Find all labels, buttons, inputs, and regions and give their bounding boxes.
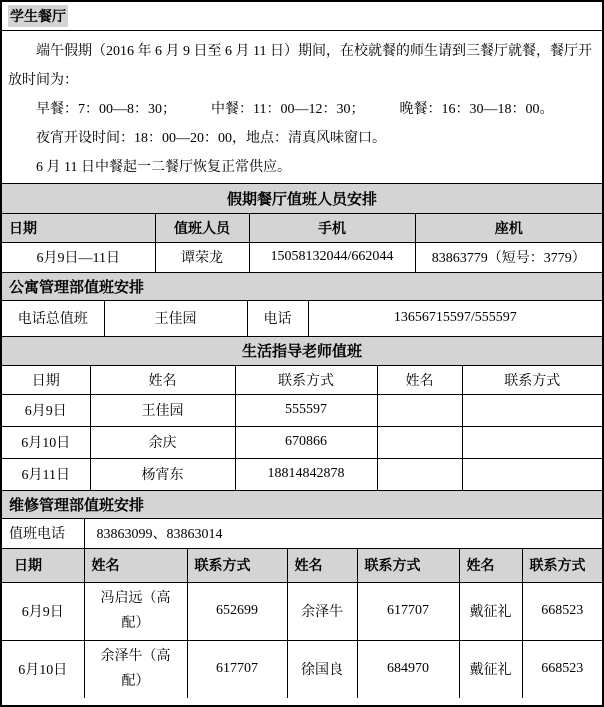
contact-cell-2 — [462, 458, 602, 490]
col-header-name-2: 姓名 — [377, 365, 462, 394]
date-cell: 6月11日 — [2, 458, 90, 490]
col-header-mobile: 手机 — [249, 213, 415, 242]
apartment-duty-table — [2, 273, 602, 336]
phone-duty-label: 电话总值班 — [2, 300, 104, 336]
contact-cell-3: 668523 — [522, 582, 602, 640]
intro-line-1: 端午假期（2016 年 6 月 9 日至 6 月 11 日）期间，在校就餐的师生请到三餐厅就餐，餐厅开 — [36, 44, 592, 59]
duty-mobile-cell: 15058132044/662044 — [249, 242, 415, 272]
duty-person-cell: 谭荣龙 — [155, 242, 249, 272]
contact-cell-2 — [462, 426, 602, 458]
col-header-date: 日期 — [2, 213, 155, 242]
name-cell-2 — [377, 426, 462, 458]
col-header-name: 姓名 — [84, 548, 187, 582]
table-row — [2, 458, 602, 490]
table-row — [2, 300, 602, 336]
intro-line-4: 夜宵开设时间：18：00—20：00，地点：清真风味窗口。 — [36, 131, 386, 146]
canteen-section-title: 假期餐厅值班人员安排 — [2, 184, 602, 213]
intro-line-3: 早餐：7：00—8：30； 中餐：11：00—12：30； 晚餐：16：30—18：00。 — [36, 102, 554, 117]
title-row — [2, 2, 602, 31]
name-cell-2: 徐国良 — [287, 640, 357, 698]
name-cell-3: 戴征礼 — [459, 640, 522, 698]
col-header-landline: 座机 — [415, 213, 602, 242]
contact-cell-3: 668523 — [522, 640, 602, 698]
duty-phone-numbers: 83863099、83863014 — [84, 518, 602, 548]
intro-paragraph — [2, 31, 602, 184]
name-cell-3: 戴征礼 — [459, 582, 522, 640]
maintenance-duty-section — [2, 491, 602, 698]
contact-cell: 670866 — [235, 426, 377, 458]
col-header-name-2: 姓名 — [287, 548, 357, 582]
table-row — [2, 640, 602, 698]
life-section-title: 生活指导老师值班 — [2, 337, 602, 365]
life-teacher-duty-section — [2, 337, 602, 491]
name-cell: 余泽牛（高配） — [84, 640, 187, 698]
table-row — [2, 426, 602, 458]
contact-cell: 652699 — [187, 582, 287, 640]
name-cell-2 — [377, 394, 462, 426]
maintenance-section-title: 维修管理部值班安排 — [2, 491, 602, 518]
table-row — [2, 242, 602, 272]
name-cell-2: 余泽牛 — [287, 582, 357, 640]
contact-cell: 18814842878 — [235, 458, 377, 490]
phone-duty-name: 王佳园 — [104, 300, 247, 336]
col-header-contact-2: 联系方式 — [357, 548, 459, 582]
col-header-name-3: 姓名 — [459, 548, 522, 582]
contact-cell: 617707 — [187, 640, 287, 698]
apartment-duty-section — [2, 273, 602, 337]
name-cell: 王佳园 — [90, 394, 235, 426]
name-cell: 冯启远（高配） — [84, 582, 187, 640]
intro-line-2: 放时间为： — [8, 73, 78, 88]
date-cell: 6月10日 — [2, 640, 84, 698]
contact-cell: 555597 — [235, 394, 377, 426]
name-cell: 杨宵东 — [90, 458, 235, 490]
page-title: 学生餐厅 — [8, 5, 68, 27]
phone-number-cell: 13656715597/555597 — [308, 300, 602, 336]
contact-cell-2 — [462, 394, 602, 426]
col-header-contact: 联系方式 — [235, 365, 377, 394]
col-header-date: 日期 — [2, 548, 84, 582]
table-row — [2, 394, 602, 426]
intro-line-5: 6 月 11 日中餐起一二餐厅恢复正常供应。 — [36, 160, 291, 175]
col-header-person: 值班人员 — [155, 213, 249, 242]
name-cell-2 — [377, 458, 462, 490]
contact-cell-2: 617707 — [357, 582, 459, 640]
maintenance-duty-table — [2, 491, 602, 698]
apartment-section-title: 公寓管理部值班安排 — [2, 273, 602, 300]
table-row — [2, 582, 602, 640]
name-cell: 余庆 — [90, 426, 235, 458]
col-header-name: 姓名 — [90, 365, 235, 394]
table-row — [2, 518, 602, 548]
canteen-duty-table — [2, 184, 602, 272]
canteen-duty-section — [2, 184, 602, 273]
duty-landline-cell: 83863779（短号：3779） — [415, 242, 602, 272]
duty-phone-label: 值班电话 — [2, 518, 84, 548]
duty-date-cell: 6月9日—11日 — [2, 242, 155, 272]
col-header-contact-3: 联系方式 — [522, 548, 602, 582]
date-cell: 6月10日 — [2, 426, 90, 458]
col-header-contact-2: 联系方式 — [462, 365, 602, 394]
life-teacher-duty-table — [2, 337, 602, 490]
date-cell: 6月9日 — [2, 394, 90, 426]
col-header-date: 日期 — [2, 365, 90, 394]
phone-label: 电话 — [247, 300, 308, 336]
date-cell: 6月9日 — [2, 582, 84, 640]
contact-cell-2: 684970 — [357, 640, 459, 698]
col-header-contact: 联系方式 — [187, 548, 287, 582]
